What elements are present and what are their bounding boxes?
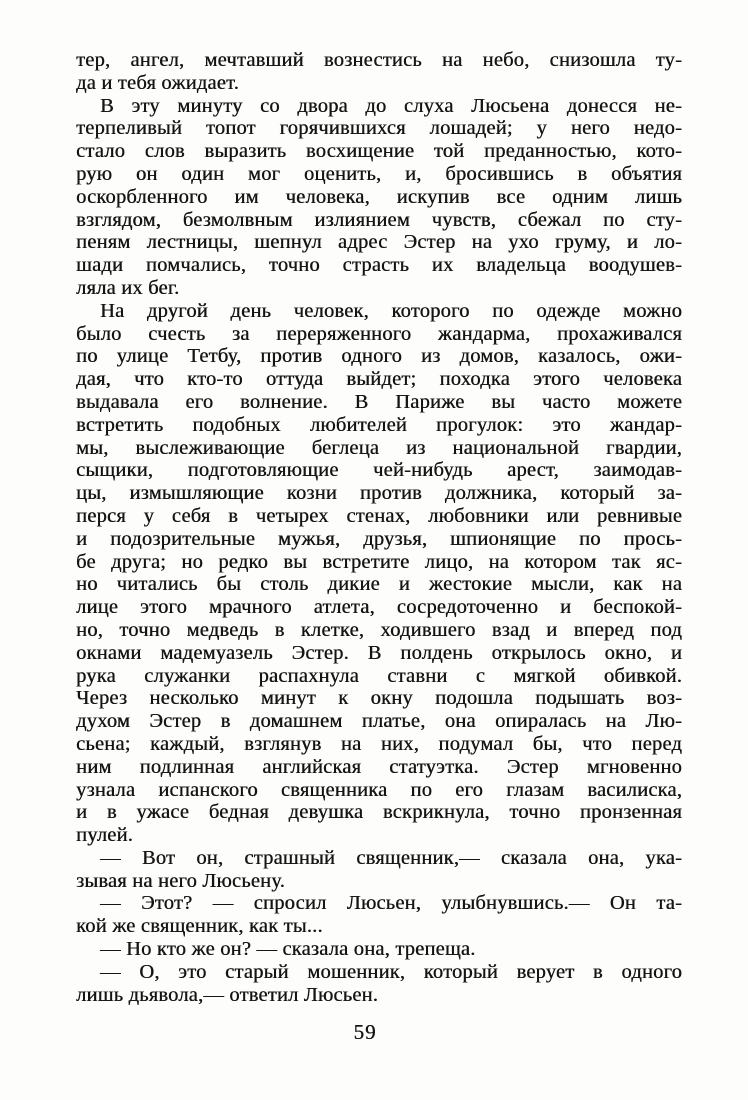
text-line: встретить подобных любителей прогулок: это жандар-: [76, 413, 682, 436]
text-line: но, точно медведь в клетке, ходившего взад и вперед под: [76, 618, 682, 641]
page-number: 59: [353, 1020, 377, 1044]
text-line: и в ужасе бедная девушка вскрикнула, точно пронзенная: [76, 801, 682, 824]
text-line: шади помчались, точно страсть их владельца воодушев-: [76, 254, 682, 277]
text-line: да и тебя ожидает.: [76, 71, 239, 94]
text-line: лишь дьявола,— ответил Люсьен.: [76, 983, 379, 1006]
text-line: мы, выслеживающие беглеца из национальной гвардии,: [76, 436, 682, 459]
paragraph: [76, 961, 682, 1007]
text-line: окнами мадемуазель Эстер. В полдень открылось окно, и: [76, 641, 682, 664]
text-line: и подозрительные мужья, друзья, шпионящие по прось-: [76, 527, 682, 550]
text-line: взглядом, безмолвным излиянием чувств, сбежал по сту-: [76, 208, 682, 231]
paragraph: [76, 892, 682, 938]
text-line: сыщики, подготовляющие чей-нибудь арест, заимодав-: [76, 459, 682, 482]
text-line: — Этот? — спросил Люсьен, улыбнувшись.— Он та-: [100, 892, 682, 915]
text-line: рука служанки распахнула ставни с мягкой обивкой.: [76, 664, 682, 687]
text-line: — Но кто же он? — сказала она, трепеща.: [100, 938, 476, 961]
text-line: бе друга; но редко вы встретите лицо, на котором так яс-: [76, 550, 682, 573]
text-line: стало слов выразить восхищение той преданностью, кото-: [76, 140, 682, 163]
text-line: сьена; каждый, взглянув на них, подумал бы, что перед: [76, 732, 682, 755]
paragraph: [76, 300, 682, 847]
text-line: ним подлинная английская статуэтка. Эстер мгновенно: [76, 755, 682, 778]
text-line: дая, что кто-то оттуда выйдет; походка этого человека: [76, 368, 682, 391]
paragraph: [76, 938, 682, 961]
paragraph: [76, 847, 682, 893]
text-line: тер, ангел, мечтавший вознестись на небо, снизошла ту-: [76, 49, 682, 71]
text-line: выдавала его волнение. В Париже вы часто можете: [76, 390, 682, 413]
text-line: На другой день человек, которого по одежде можно: [100, 299, 682, 322]
text-line: В эту минуту со двора до слуха Люсьена донесся не-: [100, 94, 682, 117]
text-line: узнала испанского священника по его глазам василиска,: [76, 778, 682, 801]
text-line: оскорбленного им человека, искупив все одним лишь: [76, 185, 682, 208]
paragraph: [76, 49, 682, 95]
text-line: кой же священник, как ты...: [76, 915, 323, 938]
text-line: — Вот он, страшный священник,— сказала она, ука-: [100, 846, 682, 869]
text-line: — О, это старый мошенник, который верует в одного: [100, 960, 682, 983]
text-line: ляла их бег.: [76, 276, 180, 299]
text-line: было счесть за переряженного жандарма, прохаживался: [76, 322, 682, 345]
text-line: перся у себя в четырех стенах, любовники или ревнивые: [76, 504, 682, 527]
text-line: терпеливый топот горячившихся лошадей; у него недо-: [76, 117, 682, 140]
text-line: цы, измышляющие козни против должника, который за-: [76, 482, 682, 505]
text-line: Через несколько минут к окну подошла подышать воз-: [76, 687, 682, 710]
text-line: рую он один мог оценить, и, бросившись в объятия: [76, 162, 682, 185]
text-line: духом Эстер в домашнем платье, она опиралась на Лю-: [76, 710, 682, 733]
text-line: но читались бы столь дикие и жестокие мысли, как на: [76, 573, 682, 596]
page-text: [76, 49, 682, 1006]
text-line: зывая на него Люсьену.: [76, 869, 285, 892]
text-line: лице этого мрачного атлета, сосредоточенно и беспокой-: [76, 596, 682, 619]
text-line: пулей.: [76, 824, 133, 847]
paragraph: [76, 95, 682, 300]
text-line: пеням лестницы, шепнул адрес Эстер на ухо груму, и ло-: [76, 231, 682, 254]
text-line: по улице Тетбу, против одного из домов, казалось, ожи-: [76, 345, 682, 368]
